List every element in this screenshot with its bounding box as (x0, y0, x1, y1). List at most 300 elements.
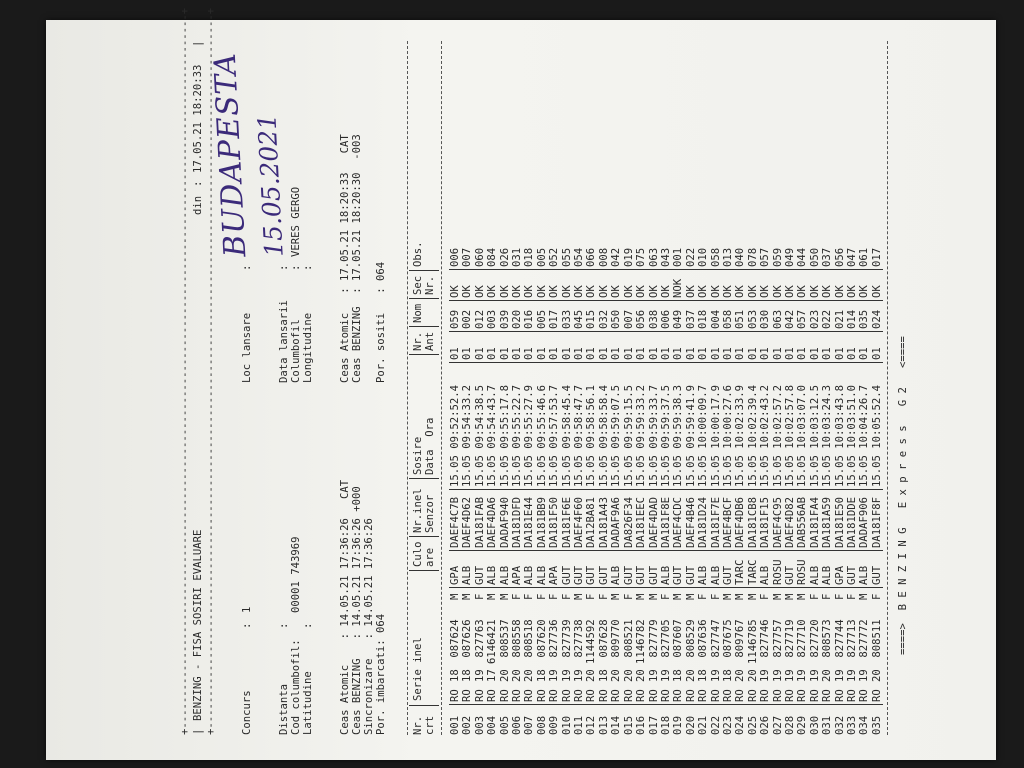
row-nom: 063 (772, 301, 784, 332)
row-sex: F (808, 593, 821, 600)
row-color: GUT (722, 551, 734, 588)
row-number: 007 (523, 715, 536, 735)
table-row (722, 237, 734, 735)
table-row (635, 237, 647, 735)
row-sex: F (548, 593, 561, 600)
row-antenna: 01 (858, 332, 870, 363)
row-sex: M (498, 593, 511, 600)
row-country: RO (710, 682, 722, 705)
row-arrival: 15.05 10:03:12.5 (809, 363, 821, 490)
row-nom: 038 (648, 301, 660, 332)
row-year: 19 (846, 669, 858, 682)
row-arrival: 15.05 09:55:46.6 (536, 363, 548, 490)
row-sex: F (511, 593, 524, 600)
row-arrival: 15.05 09:54:33.2 (461, 363, 473, 490)
data-lansarii-colon: : (278, 264, 290, 271)
row-sec: OK (821, 270, 833, 301)
row-number: 010 (560, 715, 573, 735)
row-sex: M (734, 593, 747, 600)
row-sensor-ring: DAEF4D62 (461, 490, 473, 551)
row-sex: F (833, 593, 846, 600)
row-number: 017 (647, 715, 660, 735)
row-country: RO (635, 682, 647, 705)
footer-banner: ====> B E N Z I N G E x p r e s s G 2 <==== (897, 336, 909, 655)
row-sensor-ring: DA181DDE (846, 490, 858, 551)
row-nom: 020 (511, 301, 523, 332)
row-sec: OK (871, 270, 883, 301)
table-row (486, 237, 498, 735)
row-sex: F (523, 593, 536, 600)
table-row (858, 237, 870, 735)
row-nom: 003 (486, 301, 498, 332)
row-country: RO (598, 682, 610, 705)
row-ring-serial: 827713 (846, 619, 858, 664)
row-sensor-ring: DADAF906 (858, 490, 870, 551)
row-year: 19 (833, 669, 846, 682)
row-obs: 050 (809, 237, 821, 270)
row-sex: F (560, 593, 573, 600)
row-color: ALB (523, 551, 535, 588)
row-sex: F (535, 593, 548, 600)
row-country: RO (747, 682, 759, 705)
row-nom: 035 (858, 301, 870, 332)
table-row (772, 237, 784, 735)
row-sec: OK (784, 270, 796, 301)
row-ring-serial: 808537 (498, 619, 511, 664)
row-country: RO (449, 682, 461, 705)
row-ring-serial: 808511 (870, 619, 883, 664)
row-nom: 051 (734, 301, 746, 332)
row-country: RO (486, 682, 498, 705)
table-row (610, 237, 622, 735)
row-obs: 018 (523, 237, 535, 270)
row-sex: F (585, 593, 598, 600)
document-title: BENZING - FISA SOSIRI EVALUARE (192, 529, 204, 721)
table-row (598, 237, 610, 735)
row-arrival: 15.05 09:59:33.7 (648, 363, 660, 490)
row-color: ALB (809, 551, 821, 588)
row-arrival: 15.05 09:54:38.5 (474, 363, 486, 490)
row-year: 20 (610, 669, 623, 682)
row-color: GUT (598, 551, 610, 588)
row-arrival: 15.05 09:59:33.2 (635, 363, 647, 490)
col-inel-line2: Senzor (424, 494, 436, 533)
row-number: 030 (808, 715, 821, 735)
row-sec: OK (598, 270, 610, 301)
row-ring-serial: 808573 (821, 619, 834, 664)
row-nom: 017 (548, 301, 560, 332)
row-arrival: 15.05 09:57:53.7 (548, 363, 560, 490)
row-sensor-ring: DAEF4DB6 (734, 490, 746, 551)
columbofil-colon: : (290, 264, 302, 271)
row-country: RO (858, 682, 870, 705)
table-row (697, 237, 709, 735)
row-nom: 007 (623, 301, 635, 332)
hdr-sep (409, 326, 439, 327)
row-arrival: 15.05 09:52:52.4 (449, 363, 461, 490)
row-color: ALB (536, 551, 548, 588)
row-country: RO (623, 682, 635, 705)
row-sec: OK (759, 270, 771, 301)
row-antenna: 01 (499, 332, 511, 363)
row-sec: OK (858, 270, 870, 301)
row-nom: 032 (598, 301, 610, 332)
row-sec: OK (474, 270, 486, 301)
row-country: RO (548, 682, 560, 705)
row-arrival: 15.05 09:58:47.7 (573, 363, 585, 490)
row-obs: 044 (796, 237, 808, 270)
row-antenna: 01 (573, 332, 585, 363)
row-sensor-ring: DAEF4DA6 (486, 490, 498, 551)
row-color: GUT (685, 551, 697, 588)
row-sex: F (597, 593, 610, 600)
distanta-label: Distanta (278, 683, 290, 735)
row-country: RO (672, 682, 684, 705)
row-country: RO (523, 682, 535, 705)
row-obs: 013 (722, 237, 734, 270)
row-antenna: 01 (536, 332, 548, 363)
row-ring-serial: 827763 (473, 619, 486, 664)
row-color: ALB (499, 551, 511, 588)
row-ring-serial: 087624 (449, 619, 461, 664)
row-sex: F (622, 593, 635, 600)
row-obs: 057 (759, 237, 771, 270)
latitudine-label: Latitudine (302, 671, 314, 735)
row-year: 19 (783, 669, 796, 682)
row-color: ALB (858, 551, 870, 588)
row-country: RO (474, 682, 486, 705)
paper-sheet (46, 7, 996, 760)
row-sec: OK (710, 270, 722, 301)
table-row (759, 237, 771, 735)
row-number: 011 (573, 715, 586, 735)
row-country: RO (722, 682, 734, 705)
row-sec: OK (499, 270, 511, 301)
row-number: 002 (461, 715, 474, 735)
row-arrival: 15.05 09:59:38.3 (672, 363, 684, 490)
row-year: 20 (821, 669, 834, 682)
row-antenna: 01 (561, 332, 573, 363)
row-country: RO (796, 682, 808, 705)
row-sec: OK (747, 270, 759, 301)
row-sec: OK (523, 270, 535, 301)
row-antenna: 01 (759, 332, 771, 363)
row-obs: 054 (573, 237, 585, 270)
table-row (449, 237, 461, 735)
row-sec: OK (809, 270, 821, 301)
row-year: 19 (796, 669, 809, 682)
col-sec-line2: Nr. (424, 275, 436, 295)
row-sex: M (721, 593, 734, 600)
row-sec: OK (449, 270, 461, 301)
row-sex: F (473, 593, 486, 600)
row-color: GUT (573, 551, 585, 588)
row-sensor-ring: DAEF4DAD (648, 490, 660, 551)
row-ring-serial: 6146421 (486, 619, 499, 664)
title-box-top: +----------------------------------------------------------------------------------------------------------------+ (179, 7, 191, 735)
row-arrival: 15.05 09:55:27.9 (523, 363, 535, 490)
row-year: 19 (560, 669, 573, 682)
loc-lansare-label: Loc lansare (241, 312, 253, 383)
row-nom: 058 (722, 301, 734, 332)
row-antenna: 01 (523, 332, 535, 363)
row-antenna: 01 (685, 332, 697, 363)
row-color: ALB (610, 551, 622, 588)
row-sensor-ring: DA181F8E (660, 490, 672, 551)
ceas-benzing-right: Ceas BENZING : 17.05.21 18:20:30 -003 (351, 134, 363, 383)
row-arrival: 15.05 09:59:41.9 (685, 363, 697, 490)
row-sensor-ring: DA181FAB (474, 490, 486, 551)
row-arrival: 15.05 09:59:07.5 (610, 363, 622, 490)
arrivals-table-body (449, 237, 883, 735)
row-nom: 033 (561, 301, 573, 332)
row-nom: 045 (573, 301, 585, 332)
row-year: 19 (858, 669, 871, 682)
row-sensor-ring: DA181EEC (635, 490, 647, 551)
row-ring-serial: 827720 (808, 619, 821, 664)
row-color: GUT (635, 551, 647, 588)
row-arrival: 15.05 09:59:15.5 (623, 363, 635, 490)
row-sensor-ring: DAEF4CDC (672, 490, 684, 551)
row-color: ALB (660, 551, 672, 588)
row-country: RO (809, 682, 821, 705)
col-ant-line2: Ant (424, 331, 436, 351)
row-country: RO (685, 682, 697, 705)
row-sex: M (573, 593, 586, 600)
row-arrival: 15.05 10:02:57.2 (772, 363, 784, 490)
row-ring-serial: 827719 (783, 619, 796, 664)
row-country: RO (834, 682, 846, 705)
row-arrival: 15.05 10:05:52.4 (871, 363, 883, 490)
row-number: 009 (548, 715, 561, 735)
row-nom: 021 (834, 301, 846, 332)
row-country: RO (871, 682, 883, 705)
row-obs: 084 (486, 237, 498, 270)
row-ring-serial: 827757 (771, 619, 784, 664)
row-number: 015 (622, 715, 635, 735)
row-year: 18 (449, 669, 461, 682)
row-color: TARC (747, 551, 759, 588)
row-color: GUT (474, 551, 486, 588)
row-antenna: 01 (548, 332, 560, 363)
row-obs: 010 (697, 237, 709, 270)
row-antenna: 01 (734, 332, 746, 363)
columbofil-label: Columbofil (290, 319, 302, 383)
row-arrival: 15.05 09:59:37.5 (660, 363, 672, 490)
row-arrival: 15.05 10:02:33.9 (734, 363, 746, 490)
row-nom: 023 (809, 301, 821, 332)
row-country: RO (573, 682, 585, 705)
row-arrival: 15.05 09:55:22.7 (511, 363, 523, 490)
data-lansarii-label: Data lansarii (278, 300, 290, 383)
row-sex: F (659, 593, 672, 600)
row-sex: M (783, 593, 796, 600)
row-year: 19 (573, 669, 586, 682)
row-obs: 019 (623, 237, 635, 270)
row-arrival: 15.05 09:58:56.1 (585, 363, 597, 490)
row-sec: OK (511, 270, 523, 301)
row-nom: 050 (610, 301, 622, 332)
row-nom: 005 (536, 301, 548, 332)
row-number: 024 (734, 715, 747, 735)
row-number: 018 (659, 715, 672, 735)
row-number: 021 (697, 715, 710, 735)
row-country: RO (536, 682, 548, 705)
col-nr-line2: crt (424, 715, 436, 735)
row-antenna: 01 (722, 332, 734, 363)
row-sensor-ring: DAEF4C7B (449, 490, 461, 551)
row-obs: 063 (648, 237, 660, 270)
row-obs: 049 (784, 237, 796, 270)
title-box-bottom: +----------------------------------------------------------------------------------------------------------------+ (205, 7, 217, 735)
row-arrival: 15.05 10:04:26.7 (858, 363, 870, 490)
row-ring-serial: 827746 (759, 619, 772, 664)
row-number: 029 (796, 715, 809, 735)
row-color: GPA (449, 551, 461, 588)
col-culoare-line2: are (424, 547, 436, 567)
col-inel-line1: Nr.inel (412, 488, 424, 533)
ceas-atomic-right: Ceas Atomic : 17.05.21 18:20:33 CAT (339, 134, 351, 383)
row-number: 005 (498, 715, 511, 735)
row-ring-serial: 827772 (858, 619, 871, 664)
row-number: 003 (473, 715, 486, 735)
row-obs: 007 (461, 237, 473, 270)
row-nom: 056 (635, 301, 647, 332)
ceas-atomic-left: Ceas Atomic : 14.05.21 17:36:26 CAT (339, 479, 351, 735)
row-year: 17 (486, 669, 499, 682)
title-box-left-edge: | (192, 728, 204, 735)
row-antenna: 01 (796, 332, 808, 363)
printout (179, 7, 1024, 735)
hdr-sep (409, 478, 439, 479)
concurs-value: 1 (241, 606, 253, 613)
row-sec: OK (548, 270, 560, 301)
row-color: GPA (834, 551, 846, 588)
row-sec: OK (461, 270, 473, 301)
row-year: 20 (585, 669, 598, 682)
row-sec: OK (573, 270, 585, 301)
row-ring-serial: 827705 (659, 619, 672, 664)
row-number: 033 (846, 715, 858, 735)
row-sex: F (709, 593, 722, 600)
row-year: 20 (635, 669, 648, 682)
row-color: GUT (846, 551, 858, 588)
columbofil-value: VERES GERGO (290, 186, 302, 257)
row-antenna: 01 (635, 332, 647, 363)
row-color: TARC (734, 551, 746, 588)
longitudine-label: Longitudine (302, 312, 314, 383)
por-sositi: Por. sositi : 064 (375, 261, 387, 383)
row-sensor-ring: DAEF4BCF (722, 490, 734, 551)
row-sensor-ring: DA181DFD (511, 490, 523, 551)
row-ring-serial: 087607 (672, 619, 685, 664)
row-nom: 037 (685, 301, 697, 332)
row-year: 18 (672, 669, 685, 682)
row-obs: 059 (772, 237, 784, 270)
row-ring-serial: 808529 (684, 619, 697, 664)
row-arrival: 15.05 10:02:43.2 (759, 363, 771, 490)
hdr-sep (409, 570, 439, 571)
row-ring-serial: 808558 (511, 619, 524, 664)
table-row (499, 237, 511, 735)
row-sec: NOK (672, 270, 684, 301)
row-nom: 016 (523, 301, 535, 332)
row-sex: M (647, 593, 660, 600)
col-obs: Obs. (412, 241, 424, 267)
col-ant-line1: Nr. (412, 331, 424, 351)
row-sex: M (449, 593, 461, 600)
row-arrival: 15.05 10:02:57.8 (784, 363, 796, 490)
row-nom: 015 (585, 301, 597, 332)
row-antenna: 01 (511, 332, 523, 363)
row-color: APA (548, 551, 560, 588)
col-serie: Serie inel (412, 637, 424, 701)
row-arrival: 15.05 09:58:58.4 (598, 363, 610, 490)
row-color: GUT (585, 551, 597, 588)
row-nom: 053 (747, 301, 759, 332)
row-number: 006 (511, 715, 524, 735)
row-ring-serial: 827744 (833, 619, 846, 664)
row-sensor-ring: DA181A59 (821, 490, 833, 551)
row-year: 19 (647, 669, 660, 682)
row-sec: OK (772, 270, 784, 301)
table-row (871, 237, 883, 735)
row-sensor-ring: DA181CB8 (747, 490, 759, 551)
row-color: ROSU (772, 551, 784, 588)
row-number: 027 (771, 715, 784, 735)
row-year: 20 (870, 669, 883, 682)
row-nom: 012 (474, 301, 486, 332)
row-number: 008 (535, 715, 548, 735)
row-year: 19 (808, 669, 821, 682)
row-antenna: 01 (660, 332, 672, 363)
row-ring-serial: 809767 (734, 619, 747, 664)
row-sensor-ring: DA181BB9 (536, 490, 548, 551)
row-sec: OK (585, 270, 597, 301)
row-ring-serial: 087620 (535, 619, 548, 664)
row-antenna: 01 (846, 332, 858, 363)
table-row (536, 237, 548, 735)
row-year: 18 (721, 669, 734, 682)
row-color: ALB (486, 551, 498, 588)
row-obs: 042 (610, 237, 622, 270)
table-row (523, 237, 535, 735)
row-obs: 056 (834, 237, 846, 270)
row-sex: M (796, 593, 809, 600)
row-sensor-ring: DA181E50 (834, 490, 846, 551)
table-row (796, 237, 808, 735)
row-sec: OK (635, 270, 647, 301)
table-row (585, 237, 597, 735)
col-nom: Nom (412, 303, 424, 323)
row-ring-serial: 1146785 (746, 619, 759, 664)
row-arrival: 15.05 10:03:51.0 (846, 363, 858, 490)
row-number: 012 (585, 715, 598, 735)
row-ring-serial: 087628 (597, 619, 610, 664)
row-color: APA (511, 551, 523, 588)
row-sex: F (759, 593, 772, 600)
row-arrival: 15.05 10:00:09.7 (697, 363, 709, 490)
row-obs: 066 (585, 237, 597, 270)
table-top-rule (407, 41, 408, 735)
row-obs: 047 (846, 237, 858, 270)
row-number: 034 (858, 715, 871, 735)
row-sec: OK (722, 270, 734, 301)
row-antenna: 01 (449, 332, 461, 363)
hdr-sep (409, 705, 439, 706)
row-year: 20 (498, 669, 511, 682)
row-antenna: 01 (871, 332, 883, 363)
